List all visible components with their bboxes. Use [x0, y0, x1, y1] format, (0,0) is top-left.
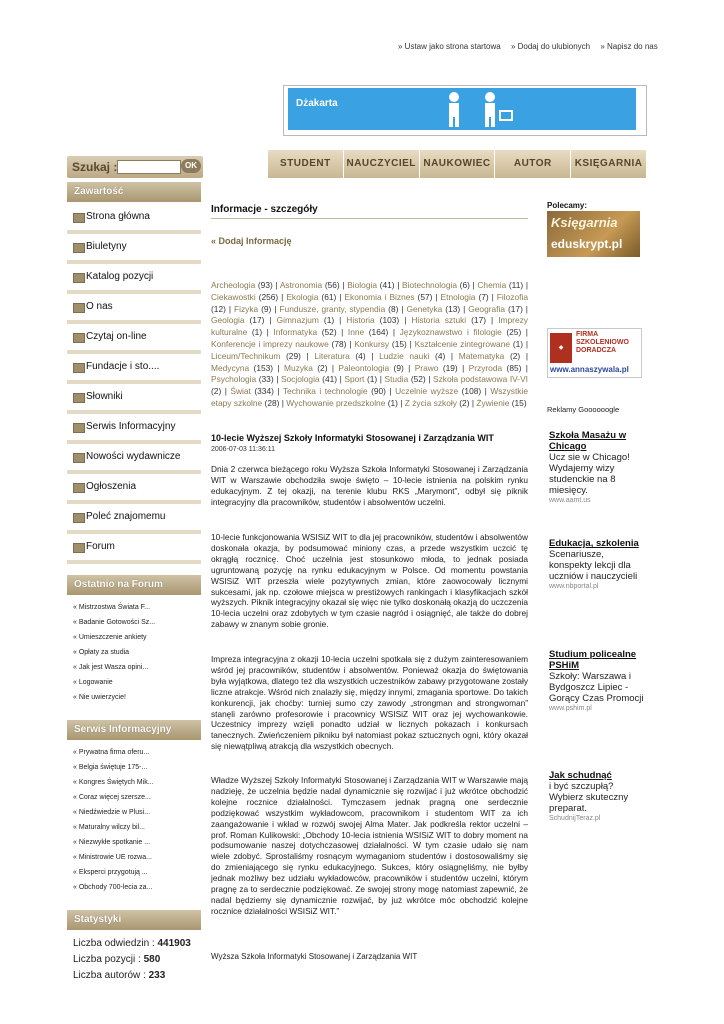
tab-ksiegarnia[interactable]: KSIĘGARNIA: [571, 150, 647, 178]
recommended-label: Polecamy:: [547, 201, 588, 210]
ad-line: FIRMA SZKOLENIOWO DORADCZA: [576, 331, 629, 354]
contact-link[interactable]: » Napisz do nas: [600, 42, 658, 51]
list-item[interactable]: « Ministrowie UE rozwa...: [73, 854, 152, 861]
stat-label: Liczba autorów :: [73, 970, 146, 981]
sidebar-item-fundacje[interactable]: [67, 354, 201, 384]
main-content: [211, 204, 528, 219]
stats-heading: Statystyki: [67, 910, 201, 930]
category-count: (9): [393, 362, 404, 373]
category-link[interactable]: Chemia: [477, 280, 507, 290]
ad-url[interactable]: www.pshim.pl: [549, 705, 592, 712]
ad-title-link[interactable]: Studium policealne PSHiM: [549, 649, 637, 671]
category-count: (25): [506, 327, 522, 338]
sidebar-item-forum[interactable]: [67, 534, 201, 564]
category-count: (103): [379, 315, 400, 326]
sidebar-item-nowosci[interactable]: [67, 444, 201, 474]
arrow-icon: [73, 453, 85, 463]
category-count: (11): [508, 280, 524, 290]
sidebar-item-polec[interactable]: [67, 504, 201, 534]
arrow-icon: [73, 213, 85, 223]
list-item[interactable]: « Logowanie: [73, 679, 113, 686]
eduskrypt-ad[interactable]: [547, 211, 640, 257]
list-item[interactable]: « Nie uwierzycie!: [73, 694, 126, 701]
article-footer: Wyższa Szkoła Informatyki Stosowanej i Zarządzania WIT: [211, 952, 418, 961]
ad-body: Scenariusze, konspekty lekcji dla uczniów i nauczycieli: [549, 549, 638, 582]
serwis-list: [67, 745, 201, 895]
category-count: (1): [323, 315, 335, 326]
category-link[interactable]: Biotechnologia: [402, 280, 457, 290]
arrow-icon: [73, 513, 85, 523]
stats-block: [73, 936, 191, 984]
list-item[interactable]: « Badanie Gotowości Sz...: [73, 619, 156, 626]
google-ads-label[interactable]: Reklamy Goooooogle: [547, 405, 620, 414]
forum-list: [67, 600, 201, 705]
category-link[interactable]: Imprezy kulturalne: [211, 315, 528, 338]
category-link[interactable]: Szkoła podstawowa IV-VI: [433, 374, 528, 385]
category-link[interactable]: Literatura: [314, 350, 350, 361]
company-logo-icon: ◆: [550, 333, 572, 363]
google-ad: [549, 430, 649, 506]
category-count: (4): [435, 350, 446, 361]
category-link[interactable]: Technika i technologie: [282, 386, 368, 397]
ad-title-link[interactable]: Szkoła Masażu w Chicago: [549, 430, 627, 452]
sidebar-item-label: Forum: [86, 541, 115, 552]
arrow-icon: [73, 303, 85, 313]
category-count: (256): [258, 291, 279, 302]
search-label: Szukaj :: [72, 160, 118, 174]
category-link[interactable]: Przyroda: [468, 362, 503, 373]
search-bar: [67, 156, 203, 178]
category-count: (78): [331, 338, 347, 349]
category-link[interactable]: Socjologia: [280, 374, 320, 385]
category-link[interactable]: Uczelnie wyższe: [395, 386, 459, 397]
google-ad: [549, 538, 649, 592]
tab-nauczyciel[interactable]: NAUCZYCIEL: [344, 150, 420, 178]
article-paragraph: Władze Wyższej Szkoły Informatyki Stosowanej i Zarządzania WIT w Warszawie mają nadzieję, że uczelnia będzie nadal dynamicznie się rozwijać i już wkrótce obchodzić kolejne rocznice działalności. Tymczasem jednak pragną one serdecznie podziękować wszystkim wykładowcom, pracownikom i studentom WIT za ich zaangażowanie i wkład w rozwój swojej Alma Mater. Jak podkreśla rektor uczelni – prof. Roman Kulikowski: „Obchody 10-lecia istnienia WSISiZ WIT to dobry moment na podsumowanie naszej dotychczasowej działalności. W tym czasie udało się nam wiele zdobyć. Sprostaliśmy rosnącym wymaganiom studentów i dostosowaliśmy się do zmieniającego się rynku edukacyjnego. Sukces, który osiągnęliśmy, nie byłby jednak możliwy bez udziału wykładowców, pracowników i studentów uczelni, którym pragnę za to serdecznie podziękować. Ze swojej strony mogę natomiast zapewnić, że nadal będziemy się dynamicznie rozwijać, by już wkrótce móc obchodzić kolejne rocznice działalności WSISiZ WIT.”: [211, 775, 528, 916]
search-ok-button[interactable]: OK: [181, 159, 201, 173]
category-count: (6): [459, 280, 470, 290]
category-count: (56): [324, 280, 340, 290]
list-item[interactable]: « Niezwykłe spotkanie ...: [73, 839, 151, 846]
category-count: (108): [461, 386, 482, 397]
category-link[interactable]: Genetyka: [406, 303, 443, 314]
top-links: [390, 42, 658, 51]
list-item[interactable]: « Opłaty za studia: [73, 649, 130, 656]
category-link[interactable]: Ekonomia i Biznes: [344, 291, 415, 302]
stat-label: Liczba odwiedzin :: [73, 938, 155, 949]
category-link[interactable]: Sport: [344, 374, 365, 385]
category-count: (9): [261, 303, 272, 314]
arrow-icon: [73, 393, 85, 403]
sidebar-item-ogloszenia[interactable]: [67, 474, 201, 504]
category-link[interactable]: Archeologia: [211, 280, 256, 290]
category-count: (17): [249, 315, 265, 326]
category-count: (29): [286, 350, 301, 361]
search-input[interactable]: [117, 160, 181, 174]
ad-url[interactable]: www.nbportal.pl: [549, 583, 599, 590]
category-link[interactable]: Medycyna: [211, 362, 250, 373]
ad-title-link[interactable]: Jak schudnąć: [549, 770, 612, 781]
category-count: (7): [478, 291, 489, 302]
tab-naukowiec[interactable]: NAUKOWIEC: [420, 150, 496, 178]
arrow-icon: [73, 333, 85, 343]
category-link[interactable]: Filozofia: [496, 291, 528, 302]
stat-value: 441903: [157, 938, 191, 949]
category-link[interactable]: Matematyka: [458, 350, 505, 361]
category-count: (12): [211, 303, 226, 314]
category-count: (153): [253, 362, 274, 373]
annaszywala-ad[interactable]: [547, 328, 642, 378]
category-link[interactable]: Żywienie: [476, 397, 510, 408]
category-link[interactable]: Liceum/Technikum: [211, 350, 281, 361]
category-link[interactable]: Kształcenie zintegrowane: [414, 338, 511, 349]
arrow-icon: [73, 363, 85, 373]
category-link[interactable]: Ekologia: [286, 291, 319, 302]
category-count: (164): [368, 327, 389, 338]
category-link[interactable]: Ludzie nauki: [379, 350, 430, 361]
category-count: (17): [507, 303, 523, 314]
category-count: (1): [366, 374, 378, 385]
list-item[interactable]: « Jak jest Wasza opini...: [73, 664, 149, 671]
arrow-icon: [73, 483, 85, 493]
ad-url[interactable]: SchudnijTeraz.pl: [549, 815, 601, 822]
google-ad: [549, 770, 649, 824]
category-count: (33): [258, 374, 274, 385]
category-link[interactable]: Historia: [346, 315, 375, 326]
category-count: (17): [471, 315, 487, 326]
banner-label: Dżakarta: [296, 98, 338, 109]
category-link[interactable]: Wychowanie przedszkolne: [286, 397, 386, 408]
sidebar-item-label: Biuletyny: [86, 241, 127, 252]
tab-student[interactable]: STUDENT: [268, 150, 344, 178]
category-link[interactable]: Studia: [384, 374, 409, 385]
ad-body: Szkoły: Warszawa i Bydgoszcz Lipiec - Gorący Czas Promocji: [549, 671, 644, 704]
category-link[interactable]: Astronomia: [279, 280, 323, 290]
category-count: (4): [355, 350, 366, 361]
category-count: (90): [371, 386, 386, 397]
category-count: (41): [379, 280, 395, 290]
sidebar-item-biuletyny[interactable]: [67, 234, 201, 264]
article-title: 10-lecie Wyższej Szkoły Informatyki Stosowanej i Zarządzania WIT: [211, 433, 494, 443]
list-item[interactable]: « Niedźwiedzie w Plusi...: [73, 809, 151, 816]
tab-autor[interactable]: AUTOR: [495, 150, 571, 178]
page-title: Informacje - szczegóły: [211, 204, 528, 219]
list-item[interactable]: « Belgia świętuje 175-...: [73, 764, 148, 771]
category-count: (52): [321, 327, 337, 338]
category-count: (85): [506, 362, 522, 373]
category-link[interactable]: Inne: [347, 327, 365, 338]
ad-line: www.annaszywala.pl: [550, 365, 629, 374]
category-link[interactable]: Psychologia: [211, 374, 257, 385]
article-date: 2006-07-03 11:36:11: [211, 446, 275, 453]
sidebar-item-label: Katalog pozycji: [86, 271, 154, 282]
sidebar-item-label: Strona główna: [86, 211, 150, 222]
category-count: (2): [459, 397, 470, 408]
sidebar-item-label: Ogłoszenia: [86, 481, 137, 492]
list-item[interactable]: « Coraz więcej szersze...: [73, 794, 151, 801]
arrow-icon: [73, 273, 85, 283]
category-link[interactable]: Konkursy: [354, 338, 390, 349]
sidebar-item-label: O nas: [86, 301, 113, 312]
sidebar-item-label: Poleć znajomemu: [86, 511, 166, 522]
add-info-link[interactable]: « Dodaj Informację: [211, 236, 292, 246]
category-count: (1): [251, 327, 263, 338]
people-icon: [438, 91, 518, 129]
category-link[interactable]: Z życia szkoły: [404, 397, 457, 408]
category-count: (13): [445, 303, 461, 314]
category-count: (41): [322, 374, 338, 385]
category-link[interactable]: Etnologia: [440, 291, 476, 302]
category-list: Archeologia (93) | Astronomia (56) | Biologia (41) | Biotechnologia (6) | Chemia (11) | Ciekawostki (256) | Ekologia (61) | Ekonomia i Biznes (57) | Etnologia (7) | Filozofia (12) | Fizyka (9) | Fundusze, granty, stypendia (8) | Genetyka (13) | Geografia (17) | Geologia (17) | Gimnazjum (1) | Historia (103) | Historia sztuki (17) | Imprezy kulturalne (1) | Informatyka (52) | Inne (164) | Językoznawstwo i filologie (25) | Konferencje i imprezy naukowe (78) | Konkursy (15) | Kształcenie zintegrowane (1) | Liceum/Technikum (29) | Literatura (4) | Ludzie nauki (4) | Matematyka (2) | Medycyna (153) | Muzyka (2) | Paleontologia (9) | Prawo (19) | Przyroda (85) | Psychologia (33) | Socjologia (41) | Sport (1) | Studia (52) | Szkoła podstawowa IV-VI (2) | Świat (334) | Technika i technologie (90) | Uczelnie wyższe (108) | Wszystkie etapy szkolne (28) | Wychowanie przedszkolne (1) | Z życia szkoły (2) | Żywienie (15): [211, 280, 529, 408]
category-link[interactable]: Prawo: [414, 362, 439, 373]
category-count: (334): [254, 386, 274, 397]
list-item[interactable]: « Kongres Świętych Mik...: [73, 779, 154, 786]
sidebar-item-slowniki[interactable]: [67, 384, 201, 414]
category-link[interactable]: Językoznawstwo i filologie: [399, 327, 502, 338]
category-link[interactable]: Informatyka: [273, 327, 318, 338]
sidebar-item-czytaj[interactable]: [67, 324, 201, 354]
category-count: (93): [257, 280, 273, 290]
category-count: (28): [264, 397, 280, 408]
stat-value: 233: [148, 970, 166, 981]
ad-body: i być szczupłą? Wybierz skuteczny preparat.: [549, 781, 629, 814]
set-homepage-link[interactable]: » Ustaw jako strona startowa: [398, 42, 501, 51]
category-link[interactable]: Ciekawostki: [211, 291, 256, 302]
add-favorites-link[interactable]: » Dodaj do ulubionych: [510, 42, 591, 51]
category-link[interactable]: Muzyka: [284, 362, 313, 373]
zawartosc-heading: Zawartość: [67, 182, 201, 202]
category-link[interactable]: Geografia: [468, 303, 506, 314]
ad-line: Księgarnia: [551, 215, 618, 230]
ad-body: Ucz sie w Chicago! Wydajemy wizy studenckie na 8 miesięcy.: [549, 452, 630, 496]
sidebar-item-strona-glowna[interactable]: [67, 204, 201, 234]
sidebar-item-label: Nowości wydawnicze: [86, 451, 181, 462]
category-count: (1): [387, 397, 398, 408]
sidebar-item-label: Serwis Informacyjny: [86, 421, 176, 432]
article-paragraph: 10-lecie funkcjonowania WSISiZ WIT to dla jej pracowników, studentów i absolwentów doskonała okazja, by podsumować miniony czas, a przede wszystkim uczcić tę okrągłą rocznicę. Choć uczelnia jest stosunkowo młoda, to jednak posiada ugruntowaną pozycję na rynku edukacyjnym w Polsce. Od momentu powstania WSISiZ WIT przeszła wiele pozytywnych zmian, które zaowocowały licznymi sukcesami, jak np. czołowe miejsca w prestiżowych rankingach i klasyfikacjach szkół wyższych. Piknik integracyjny okazał się więc nie tylko doskonałą okazją do uczczenia 10-lecia uczelni oraz zdobytych w tym czasie nagród i osiągnięć, ale także do dobrej zabawy w znanym sobie gronie.: [211, 532, 528, 630]
category-link[interactable]: Konferencje i imprezy naukowe: [211, 338, 329, 349]
list-item[interactable]: « Maturalny wilczy bil...: [73, 824, 145, 831]
sidebar-item-label: Czytaj on-line: [86, 331, 147, 342]
article-paragraph: Dnia 2 czerwca bieżącego roku Wyższa Szkoła Informatyki Stosowanej i Zarządzania WIT w Warszawie obchodziła swoje święto – 10-lecie istnienia na polskim rynku edukacyjnym. Z tej okazji, na terenie klubu RKS „Marymont”, odbył się piknik integracyjny dla pracowników, studentów i absolwentów uczelni.: [211, 464, 528, 507]
list-item[interactable]: « Mistrzostwa Świata F...: [73, 604, 151, 611]
banner[interactable]: [283, 85, 647, 136]
category-link[interactable]: Biologia: [347, 280, 378, 290]
sidebar-item-label: Słowniki: [86, 391, 123, 402]
category-link[interactable]: Geologia: [211, 315, 245, 326]
list-item[interactable]: « Eksperci przygotują ...: [73, 869, 148, 876]
arrow-icon: [73, 243, 85, 253]
ad-title-link[interactable]: Edukacja, szkolenia: [549, 538, 639, 549]
category-count: (19): [442, 362, 458, 373]
google-ad: [549, 649, 649, 714]
main-tabs: [268, 150, 647, 178]
category-count: (2): [509, 350, 521, 361]
category-link[interactable]: Wszystkie etapy szkolne: [211, 386, 528, 408]
banner-image[interactable]: [288, 88, 636, 130]
sidebar-item-katalog[interactable]: [67, 264, 201, 294]
category-count: (57): [417, 291, 433, 302]
ad-url[interactable]: www.aamt.us: [549, 497, 591, 504]
category-link[interactable]: Gimnazjum: [276, 315, 319, 326]
category-count: (15): [511, 397, 527, 408]
category-count: (52): [410, 374, 426, 385]
category-count: (61): [321, 291, 337, 302]
category-count: (8): [388, 303, 399, 314]
arrow-icon: [73, 423, 85, 433]
list-item[interactable]: « Umieszczenie ankiety: [73, 634, 147, 641]
category-link[interactable]: Historia sztuki: [411, 315, 467, 326]
category-link[interactable]: Paleontologia: [338, 362, 390, 373]
sidebar-nav: [67, 204, 201, 564]
list-item[interactable]: « Obchody 700-lecia za...: [73, 884, 153, 891]
list-item[interactable]: « Prywatna firma oferu...: [73, 749, 150, 756]
article-paragraph: Impreza integracyjna z okazji 10-lecia uczelni spotkała się z dużym zainteresowaniem wśród jej pracowników, studentów i absolwentów. Ponieważ okazja do świętowania była wyjątkowa, dlatego też dla wszystkich uczestników zabawy przygotowane zostały liczne atrakcje. Wśród nich znalazły się, między innymi, zmagania sportowe. Do takich konkurencji, jak choćby: turniej sumo czy zawody „strongman and strongwoman” stanęli zarówno profesorowie i pracownicy WSISiZ WIT oraz jej wychowankowie. Uczestnicy imprezy wzięli ponadto udział w licznych pokazach i konkursach tanecznych. Zwieńczeniem pikniku był natomiast pokaz sztucznych ogni, który okazał się niewątpliwą atrakcją dla wszystkich obecnych.: [211, 654, 528, 752]
category-count: (2): [317, 362, 328, 373]
sidebar-item-serwis[interactable]: [67, 414, 201, 444]
ad-line: eduskrypt.pl: [551, 237, 623, 251]
category-link[interactable]: Świat: [230, 386, 251, 397]
arrow-icon: [73, 543, 85, 553]
category-count: (2): [211, 386, 222, 397]
category-count: (1): [512, 338, 524, 349]
sidebar-item-label: Fundacje i sto....: [86, 361, 160, 372]
category-link[interactable]: Fizyka: [233, 303, 259, 314]
category-count: (15): [391, 338, 407, 349]
stat-value: 580: [143, 954, 161, 965]
serwis-heading: Serwis Informacyjny: [67, 720, 201, 740]
stat-label: Liczba pozycji :: [73, 954, 141, 965]
sidebar-item-o-nas[interactable]: [67, 294, 201, 324]
forum-heading: Ostatnio na Forum: [67, 575, 201, 595]
category-link[interactable]: Fundusze, granty, stypendia: [279, 303, 386, 314]
